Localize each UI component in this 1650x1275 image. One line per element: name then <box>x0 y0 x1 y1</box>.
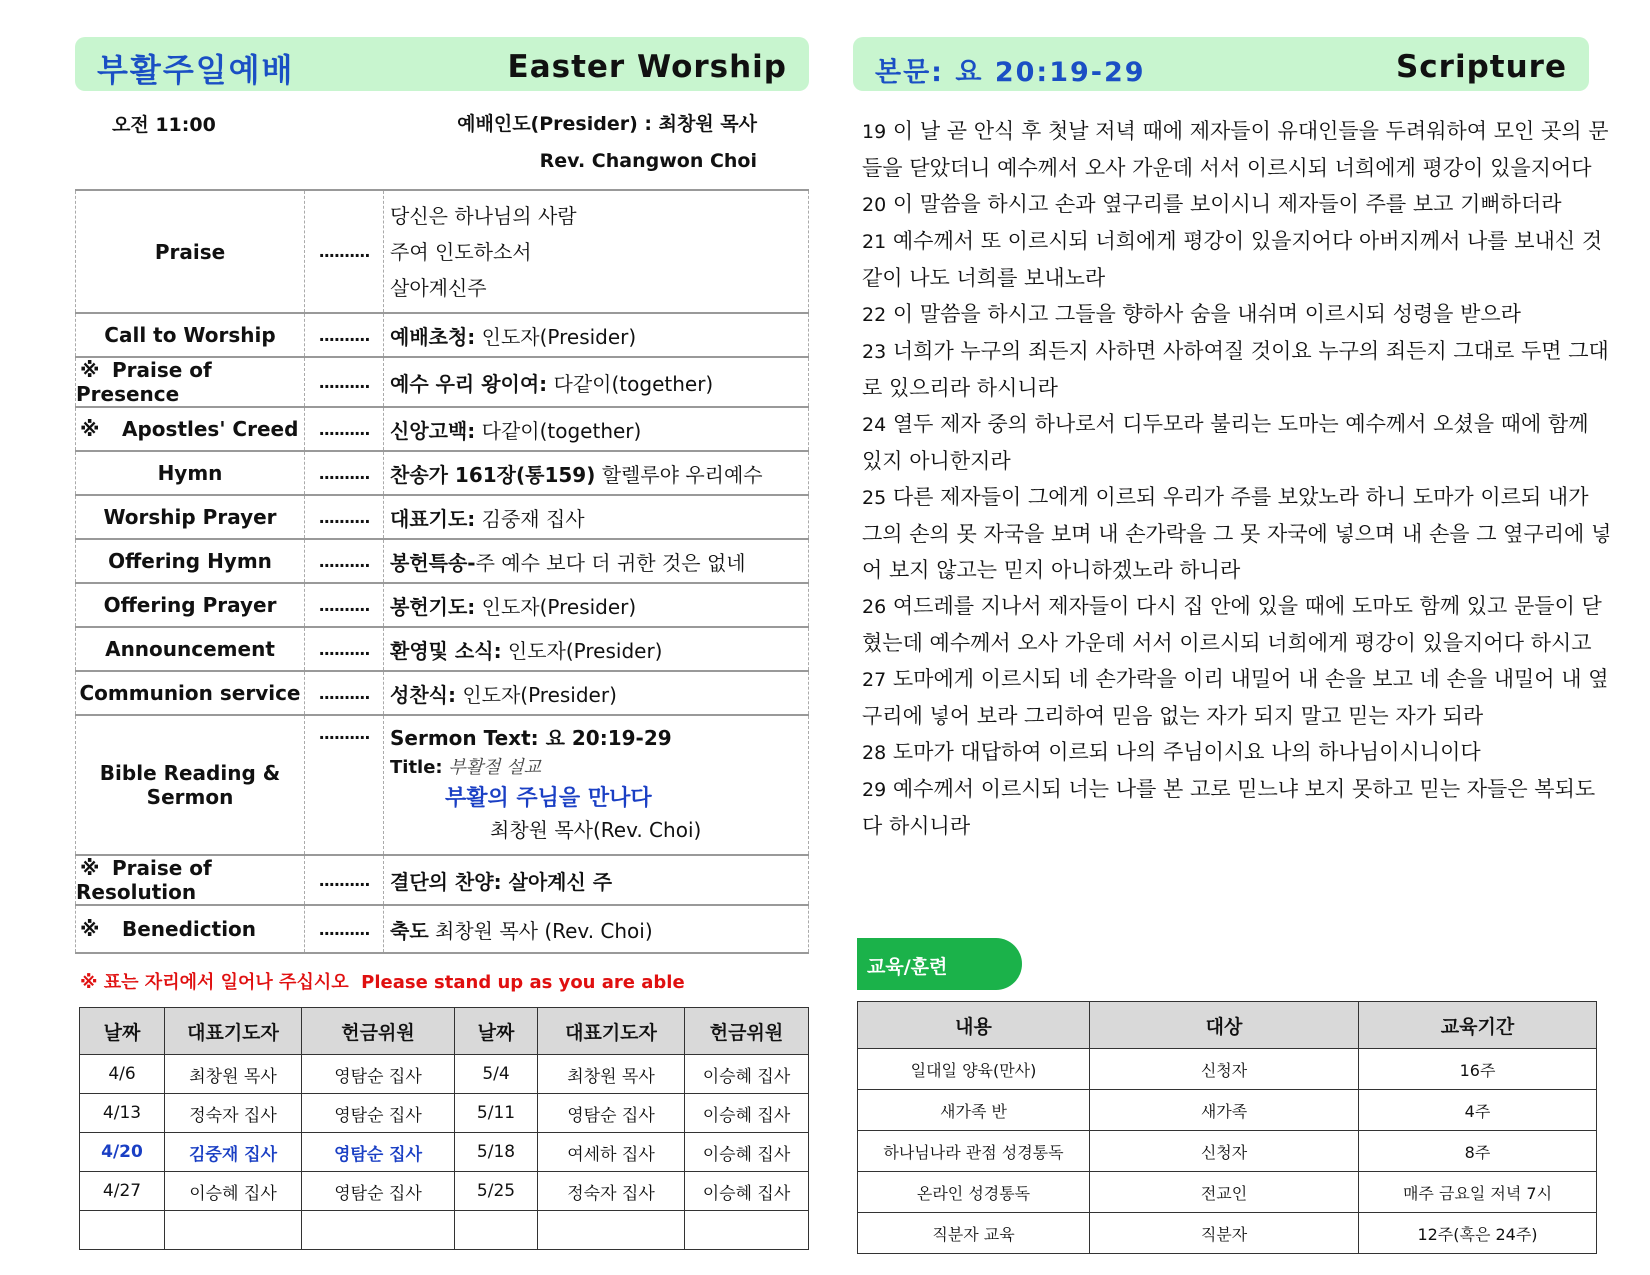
order-item-name: Hymn <box>157 461 223 485</box>
order-item-name-line2: Sermon <box>146 785 234 809</box>
table-row <box>858 1090 1597 1131</box>
table-cell: 여세하 집사 <box>538 1133 685 1172</box>
verse <box>862 479 1612 588</box>
table-row <box>80 1172 809 1211</box>
duty-schedule-table <box>79 1007 809 1250</box>
order-item-detail: 다같이(together) <box>547 371 714 396</box>
order-row <box>76 671 809 715</box>
order-item-detail: 인도자(Presider) <box>455 682 617 707</box>
table-cell <box>455 1211 538 1250</box>
order-item-detail: 김중재 집사 <box>475 506 585 531</box>
table-cell: 매주 금요일 저녁 7시 <box>1359 1172 1597 1213</box>
verse <box>862 661 1612 734</box>
column-header: 대상 <box>1090 1002 1359 1049</box>
order-item-title: 봉헌특송- <box>390 550 476 575</box>
column-header: 대표기도자 <box>538 1008 685 1055</box>
standing-mark: ※ <box>80 358 100 382</box>
scripture-title-english: Scripture <box>1395 49 1567 85</box>
table-cell: 직분자 <box>1090 1213 1359 1254</box>
verse-text: 너희가 누구의 죄든지 사하면 사하여질 것이요 누구의 죄든지 그대로 두면 그대로 있으리라 하시니라 <box>862 339 1609 400</box>
column-header: 내용 <box>858 1002 1090 1049</box>
table-cell: 이승혜 집사 <box>685 1172 809 1211</box>
standing-mark: ※ <box>80 417 100 441</box>
order-row <box>76 627 809 671</box>
worship-header <box>75 37 809 91</box>
order-item-name: Praise of Presence <box>76 358 212 406</box>
verse <box>862 588 1612 661</box>
sermon-title: 부활의 주님을 만나다 <box>445 786 652 811</box>
table-cell <box>685 1211 809 1250</box>
leader-dots: .......... <box>318 639 370 659</box>
table-cell: 일대일 양육(만사) <box>858 1049 1090 1090</box>
table-cell: 하나님나라 관점 성경통독 <box>858 1131 1090 1172</box>
verse <box>862 296 1612 333</box>
verse-text: 이 날 곧 안식 후 첫날 저녁 때에 제자들이 유대인들을 두려워하여 모인 곳의 문들을 닫았더니 예수께서 오사 가운데 서서 이르시되 너희에게 평강이 있을지어다 <box>862 119 1609 180</box>
verse <box>862 406 1612 479</box>
table-header-row <box>80 1008 809 1055</box>
praise-song-3: 살아계신주 <box>390 275 487 300</box>
table-row <box>858 1172 1597 1213</box>
leader-dots: .......... <box>318 463 370 483</box>
verse-number: 28 <box>862 742 887 764</box>
verse-number: 19 <box>862 121 887 143</box>
verse-number: 23 <box>862 341 887 363</box>
praise-song-1: 당신은 하나님의 사람 <box>390 203 577 228</box>
order-item-name: Praise <box>154 239 226 264</box>
verse-number: 22 <box>862 304 887 326</box>
table-cell: 최창원 목사 <box>538 1055 685 1094</box>
table-cell: 영탐순 집사 <box>302 1172 455 1211</box>
table-row <box>80 1055 809 1094</box>
order-row <box>76 190 809 313</box>
leader-dots: .......... <box>318 724 370 743</box>
standing-mark: ※ <box>80 856 100 880</box>
column-header: 헌금위원 <box>685 1008 809 1055</box>
table-cell: 이승혜 집사 <box>685 1094 809 1133</box>
column-header: 대표기도자 <box>165 1008 302 1055</box>
order-item-name: Call to Worship <box>104 323 276 347</box>
table-cell: 4/27 <box>80 1172 165 1211</box>
verse-text: 예수께서 또 이르시되 너희에게 평강이 있을지어다 아버지께서 나를 보내신 것 같이 나도 너희를 보내노라 <box>862 229 1603 290</box>
table-cell: 직분자 교육 <box>858 1213 1090 1254</box>
table-row <box>80 1133 809 1172</box>
table-cell: 이승혜 집사 <box>685 1133 809 1172</box>
table-cell: 이승혜 집사 <box>685 1055 809 1094</box>
order-item-detail: 인도자(Presider) <box>475 594 637 619</box>
order-of-worship <box>75 189 809 954</box>
table-cell: 최창원 목사 <box>165 1055 302 1094</box>
order-item-name: Offering Prayer <box>103 593 277 617</box>
order-item-title: 성찬식: <box>390 682 456 707</box>
table-cell: 새가족 반 <box>858 1090 1090 1131</box>
table-cell-current: 김중재 집사 <box>165 1133 302 1172</box>
order-item-detail: 다같이(together) <box>475 418 642 443</box>
order-item-title: 환영및 소식: <box>390 638 502 663</box>
verse-text: 이 말씀을 하시고 손과 옆구리를 보이시니 제자들이 주를 보고 기뻐하더라 <box>892 192 1562 216</box>
order-item-detail: 할렐루야 우리예수 <box>595 462 763 487</box>
table-cell: 영탐순 집사 <box>302 1055 455 1094</box>
order-item-detail: 주 예수 보다 더 귀한 것은 없네 <box>475 550 746 575</box>
order-item-title: 예수 우리 왕이여: <box>390 371 548 396</box>
leader-dots: .......... <box>318 595 370 615</box>
table-header-row <box>858 1002 1597 1049</box>
verse-number: 25 <box>862 487 887 509</box>
leader-dots: .......... <box>318 325 370 345</box>
praise-song-2: 주여 인도하소서 <box>390 239 532 264</box>
verse-text: 여드레를 지나서 제자들이 다시 집 안에 있을 때에 도마도 함께 있고 문들이 닫혔는데 예수께서 오사 가운데 서서 이르시되 너희에게 평강이 있을지어다 하시고 <box>862 594 1602 655</box>
presider-korean: 예배인도(Presider) : 최창원 목사 <box>457 113 757 135</box>
table-cell: 5/11 <box>455 1094 538 1133</box>
order-item-title: 찬송가 161장(통159) <box>390 462 596 487</box>
order-item-title: 결단의 찬양: 살아계신 주 <box>390 869 613 894</box>
table-cell: 5/4 <box>455 1055 538 1094</box>
order-item-title: 봉헌기도: <box>390 594 476 619</box>
education-tab-label: 교육/훈련 <box>867 956 948 978</box>
table-cell: 4/13 <box>80 1094 165 1133</box>
order-item-name: Benediction <box>122 917 257 941</box>
verse-number: 21 <box>862 231 887 253</box>
order-row <box>76 313 809 357</box>
table-cell-current: 영탐순 집사 <box>302 1133 455 1172</box>
leader-dots: .......... <box>318 507 370 527</box>
verse-text: 도마가 대답하여 이르되 나의 주님이시요 나의 하나님이시니이다 <box>892 740 1481 764</box>
order-item-name: Worship Prayer <box>103 505 277 529</box>
standing-note-korean: ※ 표는 자리에서 일어나 주십시오 <box>80 972 349 993</box>
worship-title-korean: 부활주일예배 <box>97 51 295 89</box>
table-row <box>858 1213 1597 1254</box>
order-item-detail: 인도자(Presider) <box>475 324 637 349</box>
order-row <box>76 583 809 627</box>
order-row <box>76 451 809 495</box>
table-row <box>80 1211 809 1250</box>
table-cell <box>302 1211 455 1250</box>
verse-number: 26 <box>862 596 887 618</box>
verse-text: 예수께서 이르시되 너는 나를 본 고로 믿느냐 보지 못하고 믿는 자들은 복되도다 하시니라 <box>862 777 1596 838</box>
order-item-detail: 인도자(Presider) <box>501 638 663 663</box>
table-cell: 8주 <box>1359 1131 1597 1172</box>
leader-dots: .......... <box>318 870 370 890</box>
order-item-title: 축도 <box>390 918 429 943</box>
table-cell: 정숙자 집사 <box>165 1094 302 1133</box>
table-cell: 영탐순 집사 <box>538 1094 685 1133</box>
leader-dots: .......... <box>318 419 370 439</box>
scripture-text <box>862 113 1612 844</box>
order-item-title: 대표기도: <box>390 506 476 531</box>
table-cell: 신청자 <box>1090 1131 1359 1172</box>
scripture-header <box>853 37 1589 91</box>
table-cell: 새가족 <box>1090 1090 1359 1131</box>
table-cell: 영탐순 집사 <box>302 1094 455 1133</box>
order-row <box>76 539 809 583</box>
order-item-name: Praise of Resolution <box>76 856 212 904</box>
verse-text: 다른 제자들이 그에게 이르되 우리가 주를 보았노라 하니 도마가 이르되 내가 그의 손의 못 자국을 보며 내 손가락을 그 못 자국에 넣으며 내 손을 그 옆구리에 넣어 보지 않고는 믿지 아니하겠노라 하니라 <box>862 485 1612 582</box>
preacher-name: 최창원 목사(Rev. Choi) <box>490 818 702 842</box>
table-cell: 5/18 <box>455 1133 538 1172</box>
table-cell: 5/25 <box>455 1172 538 1211</box>
scripture-reference: 본문: 요 20:19-29 <box>875 57 1146 88</box>
table-cell: 신청자 <box>1090 1049 1359 1090</box>
table-cell: 4주 <box>1359 1090 1597 1131</box>
order-row <box>76 357 809 407</box>
table-cell: 온라인 성경통독 <box>858 1172 1090 1213</box>
table-row <box>80 1094 809 1133</box>
order-item-detail: 최창원 목사 (Rev. Choi) <box>428 918 653 943</box>
table-cell: 이승혜 집사 <box>165 1172 302 1211</box>
order-item-name: Communion service <box>79 681 301 705</box>
verse <box>862 771 1612 844</box>
table-cell: 4/6 <box>80 1055 165 1094</box>
verse-text: 이 말씀을 하시고 그들을 향하사 숨을 내쉬며 이르시되 성령을 받으라 <box>892 302 1521 326</box>
column-header: 헌금위원 <box>302 1008 455 1055</box>
order-item-name: Bible Reading & <box>99 761 281 785</box>
order-row <box>76 495 809 539</box>
verse <box>862 223 1612 296</box>
order-row <box>76 715 809 855</box>
verse-number: 29 <box>862 779 887 801</box>
order-item-title: 신앙고백: <box>390 418 476 443</box>
order-row <box>76 855 809 905</box>
leader-dots: .......... <box>318 372 370 392</box>
table-row <box>858 1049 1597 1090</box>
education-table <box>857 1001 1597 1254</box>
sermon-text-ref: Sermon Text: 요 20:19-29 <box>390 726 672 750</box>
table-cell: 16주 <box>1359 1049 1597 1090</box>
order-item-name: Apostles' Creed <box>122 417 299 441</box>
verse-text: 도마에게 이르시되 네 손가락을 이리 내밀어 내 손을 보고 네 손을 내밀어 내 옆구리에 넣어 보라 그리하여 믿음 없는 자가 되지 말고 믿는 자가 되라 <box>862 667 1609 728</box>
leader-dots: .......... <box>318 551 370 571</box>
verse <box>862 333 1612 406</box>
table-cell <box>165 1211 302 1250</box>
order-item-name: Offering Hymn <box>108 549 272 573</box>
table-row <box>858 1131 1597 1172</box>
table-cell-current: 4/20 <box>80 1133 165 1172</box>
order-item-title: 예배초청: <box>390 324 476 349</box>
verse-number: 27 <box>862 669 887 691</box>
verse-number: 24 <box>862 414 887 436</box>
presider-english: Rev. Changwon Choi <box>539 150 757 172</box>
table-cell: 12주(혹은 24주) <box>1359 1213 1597 1254</box>
table-cell <box>80 1211 165 1250</box>
table-cell: 정숙자 집사 <box>538 1172 685 1211</box>
table-cell <box>538 1211 685 1250</box>
order-item-name: Announcement <box>105 637 275 661</box>
standing-note <box>80 968 685 994</box>
verse-text: 열두 제자 중의 하나로서 디두모라 불리는 도마는 예수께서 오셨을 때에 함께 있지 아니한지라 <box>862 412 1589 473</box>
standing-note-english: Please stand up as you are able <box>361 972 685 993</box>
sermon-title-label: Title: <box>390 757 443 778</box>
leader-dots: .......... <box>318 919 370 939</box>
column-header: 날짜 <box>80 1008 165 1055</box>
verse <box>862 113 1612 186</box>
verse-number: 20 <box>862 194 887 216</box>
worship-title-english: Easter Worship <box>507 49 787 85</box>
service-time: 오전 11:00 <box>112 114 216 136</box>
standing-mark: ※ <box>80 917 100 941</box>
order-row <box>76 407 809 451</box>
sermon-series: 부활절 설교 <box>448 757 542 778</box>
column-header: 교육기간 <box>1359 1002 1597 1049</box>
leader-dots: .......... <box>318 242 370 261</box>
leader-dots: .......... <box>318 683 370 703</box>
verse <box>862 734 1612 771</box>
verse <box>862 186 1612 223</box>
table-cell: 전교인 <box>1090 1172 1359 1213</box>
education-tab <box>857 938 1022 990</box>
order-row <box>76 905 809 953</box>
column-header: 날짜 <box>455 1008 538 1055</box>
